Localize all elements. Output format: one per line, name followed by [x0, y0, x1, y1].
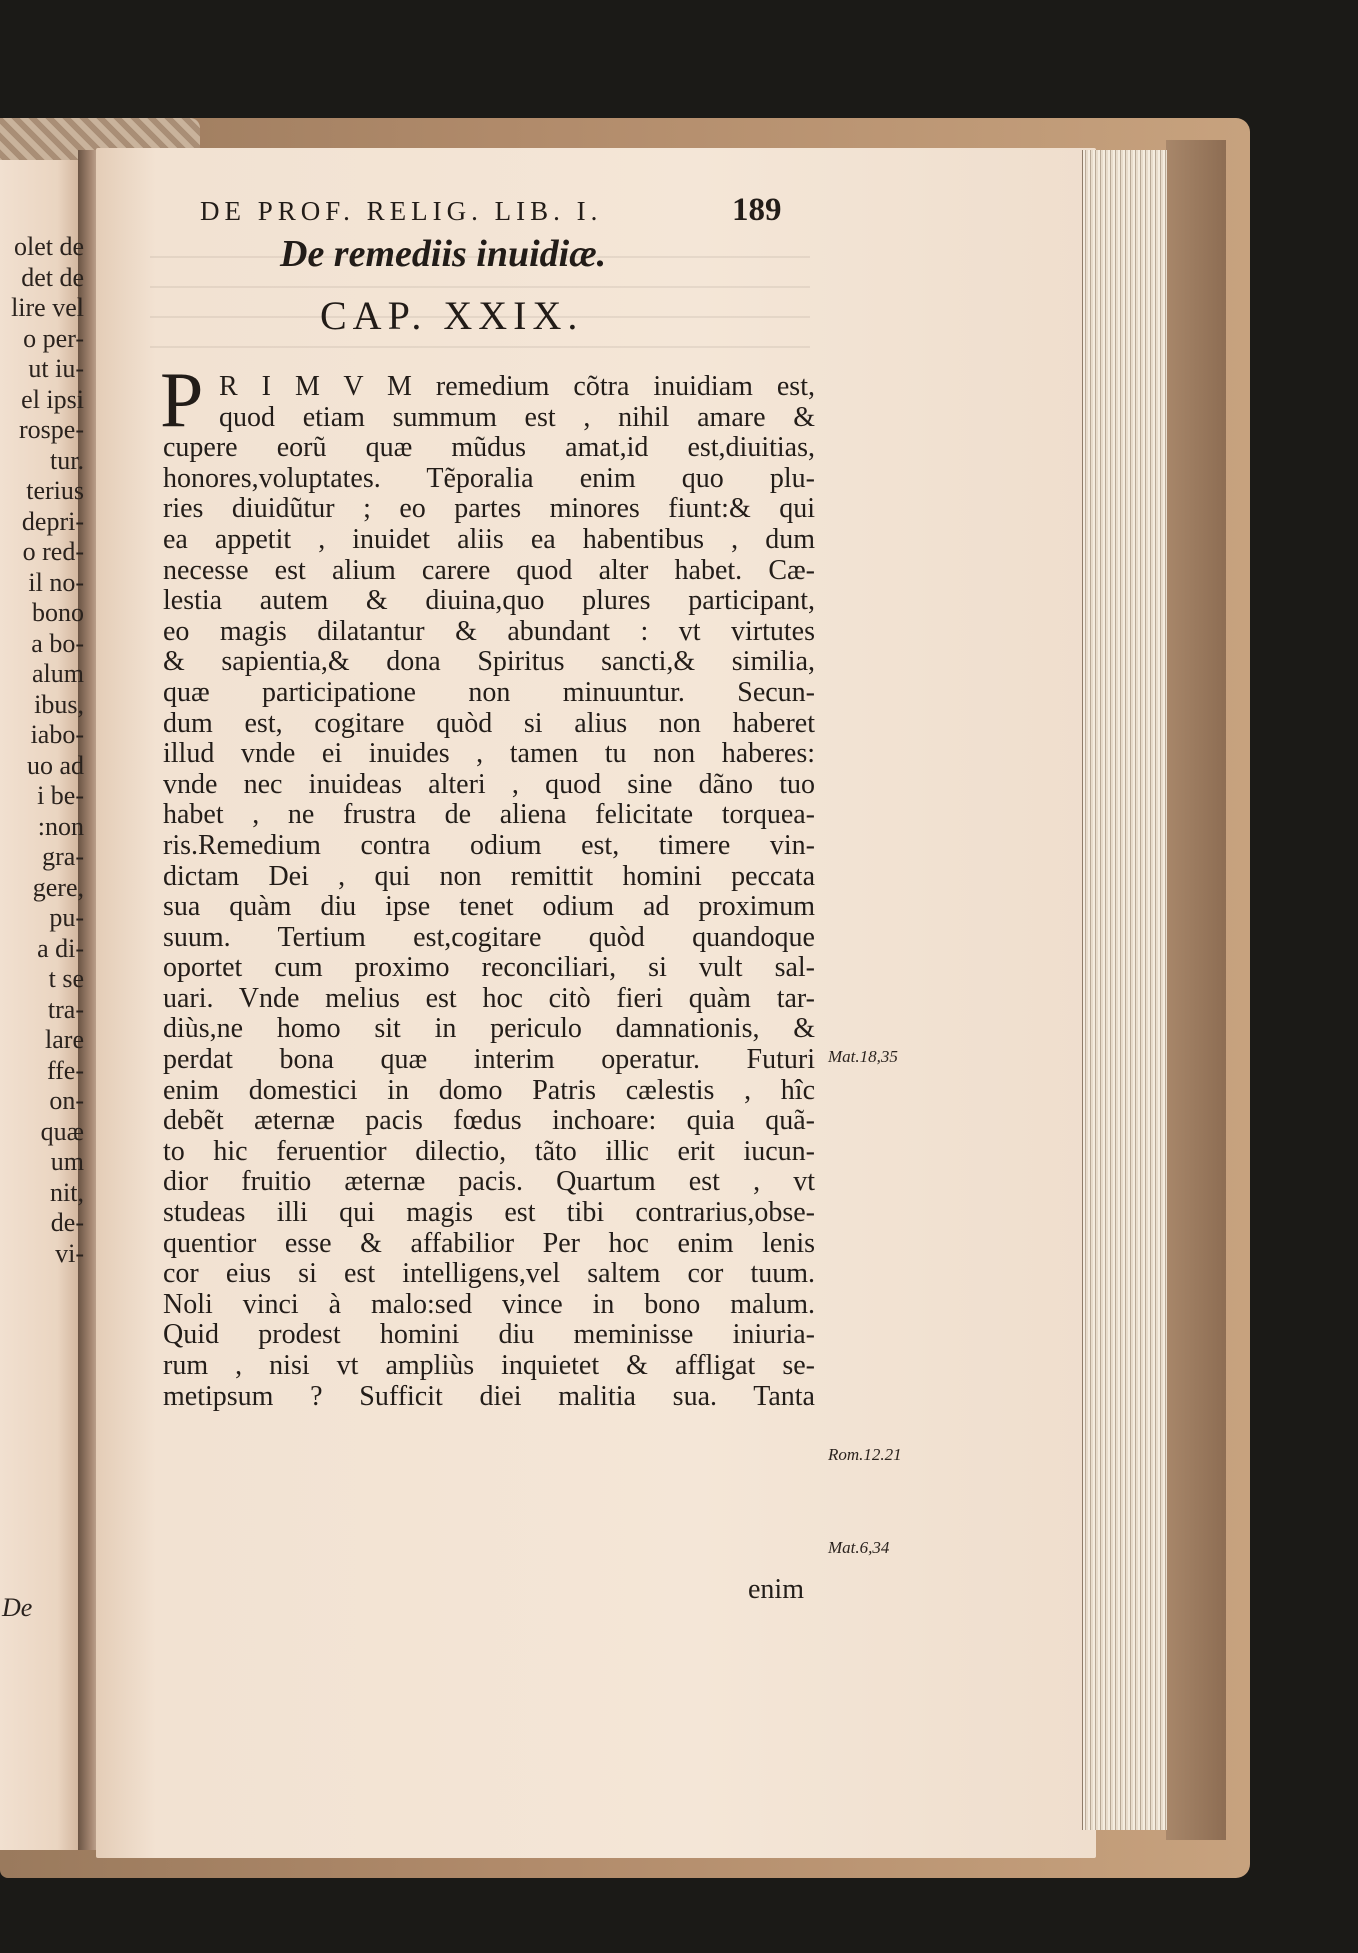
left-page-fragment: iabo- — [30, 720, 84, 749]
left-page-fragment: tra- — [47, 994, 84, 1024]
text-line: perdat bona quæ interim operatur. Futuri — [163, 1045, 815, 1076]
text-line: dum est, cogitare quòd si alius non haberet — [163, 708, 815, 739]
text-line: studeas illi qui magis est tibi contrarius,obse- — [163, 1198, 815, 1229]
section-title: De remediis inuidiæ. — [280, 233, 607, 275]
text-line: illud vnde ei inuides , tamen tu non haberes: — [163, 739, 815, 770]
text-line: suum. Tertium est,cogitare quòd quandoque — [163, 922, 815, 953]
text-line: eo magis dilatantur & abundant : vt virtutes — [163, 616, 815, 647]
text-line: ris.Remedium contra odium est, timere vin- — [163, 830, 815, 861]
left-page-fragment: olet de — [13, 232, 84, 261]
left-page-fragment: t se — [48, 964, 84, 993]
text-line: metipsum ? Sufficit diei malitia sua. Tanta — [163, 1381, 815, 1412]
left-page-fragment: ffe- — [46, 1055, 84, 1085]
left-page-fragment: tur. — [50, 445, 84, 475]
left-page-fragment: lare — [45, 1025, 84, 1054]
left-page-fragment: o per- — [23, 323, 84, 353]
left-page-fragment: a di- — [37, 933, 84, 963]
text-line: Noli vinci à malo:sed vince in bono malum. — [163, 1289, 815, 1320]
text-line: honores,voluptates. Tẽporalia enim quo plu- — [163, 463, 815, 494]
left-page-fragment: rospe- — [19, 415, 84, 444]
left-page-fragment: nit, — [50, 1177, 84, 1207]
left-page-fragment: on- — [49, 1086, 84, 1115]
cover-edge — [1166, 140, 1226, 1840]
drop-cap: P — [160, 356, 204, 443]
text-line: necesse est alium carere quod alter habet. Cæ- — [163, 555, 815, 586]
text-line: enim domestici in domo Patris cælestis , hîc — [163, 1075, 815, 1106]
left-page-fragment: :non — [37, 811, 84, 841]
text-line: ries diuidũtur ; eo partes minores fiunt:& qui — [163, 494, 815, 525]
running-title: DE PROF. RELIG. LIB. I. — [200, 196, 603, 226]
left-page-fragment: quæ — [40, 1116, 84, 1146]
text-line: sua quàm diu ipse tenet odium ad proximum — [163, 892, 815, 923]
left-page-fragment: a bo- — [31, 628, 84, 658]
text-line: quod etiam summum est , nihil amare & — [219, 402, 815, 433]
left-page-fragment: de- — [50, 1208, 84, 1237]
left-page-fragment: det de — [21, 262, 84, 292]
left-page-fragment: gere, — [32, 872, 84, 902]
running-header — [200, 192, 800, 228]
text-line: R I M V M remedium cõtra inuidiam est, — [219, 372, 815, 402]
text-line: vnde nec inuideas alteri , quod sine dãno tuo — [163, 769, 815, 800]
text-line: ea appetit , inuidet aliis ea habentibus , dum — [163, 524, 815, 555]
left-page-fragment: ut iu- — [28, 354, 84, 383]
text-line: cor eius si est intelligens,vel saltem cor tuum. — [163, 1259, 815, 1290]
catchword: enim — [748, 1574, 804, 1605]
left-page-fragment: il no- — [28, 567, 84, 597]
left-page-fragment: gra- — [42, 842, 84, 871]
left-page-text — [0, 232, 84, 1269]
text-line: rum , nisi vt ampliùs inquietet & affligat se- — [163, 1351, 815, 1381]
page-number: 189 — [732, 192, 782, 228]
left-page-fragment: terius — [26, 476, 84, 505]
left-page-catchword: De — [2, 1593, 33, 1622]
left-page-fragment: lire vel — [11, 293, 84, 322]
text-line: dior fruitio æternæ pacis. Quartum est , vt — [163, 1167, 815, 1198]
text-line: lestia autem & diuina,quo plures participant, — [163, 586, 815, 617]
body-text — [163, 372, 815, 1412]
left-page-fragment: bono — [32, 598, 84, 627]
left-page-fragment: uo ad — [26, 750, 84, 780]
text-line: dictam Dei , qui non remittit homini peccata — [163, 861, 815, 892]
left-page-fragment: i be- — [37, 781, 84, 810]
margin-note-rom-12: Rom.12.21 — [828, 1445, 902, 1464]
left-page-fragment: um — [50, 1147, 84, 1176]
text-line: quæ participatione non minuuntur. Secun- — [163, 677, 815, 708]
text-line: quentior esse & affabilior Per hoc enim lenis — [163, 1228, 815, 1259]
text-line: diùs,ne homo sit in periculo damnationis, & — [163, 1014, 815, 1045]
text-line: to hic feruentior dilectio, tãto illic erit iucun- — [163, 1136, 815, 1167]
text-line: oportet cum proximo reconciliari, si vult sal- — [163, 953, 815, 984]
margin-note-mat-6: Mat.6,34 — [828, 1538, 890, 1557]
text-line: debẽt æternæ pacis fœdus inchoare: quia quã- — [163, 1106, 815, 1137]
text-line: uari. Vnde melius est hoc citò fieri quàm tar- — [163, 983, 815, 1014]
left-page-fragment: depri- — [21, 506, 84, 536]
left-page-fragment: alum — [32, 659, 84, 688]
text-line: Quid prodest homini diu meminisse iniuria- — [163, 1320, 815, 1351]
chapter-heading: CAP. XXIX. — [320, 293, 584, 338]
left-page-fragment: pu- — [49, 903, 84, 932]
text-line: & sapientia,& dona Spiritus sancti,& similia, — [163, 647, 815, 678]
text-line: habet , ne frustra de aliena felicitate torquea- — [163, 800, 815, 831]
left-page-fragment: el ipsi — [21, 384, 84, 414]
text-line: cupere eorũ quæ mũdus amat,id est,diuitias, — [163, 433, 815, 464]
margin-note-mat-18: Mat.18,35 — [828, 1047, 898, 1066]
left-page-fragment: ibus, — [34, 689, 84, 719]
left-page-fragment: o red- — [22, 537, 84, 566]
page-edges — [1082, 150, 1167, 1830]
left-page-fragment: vi- — [55, 1238, 84, 1268]
